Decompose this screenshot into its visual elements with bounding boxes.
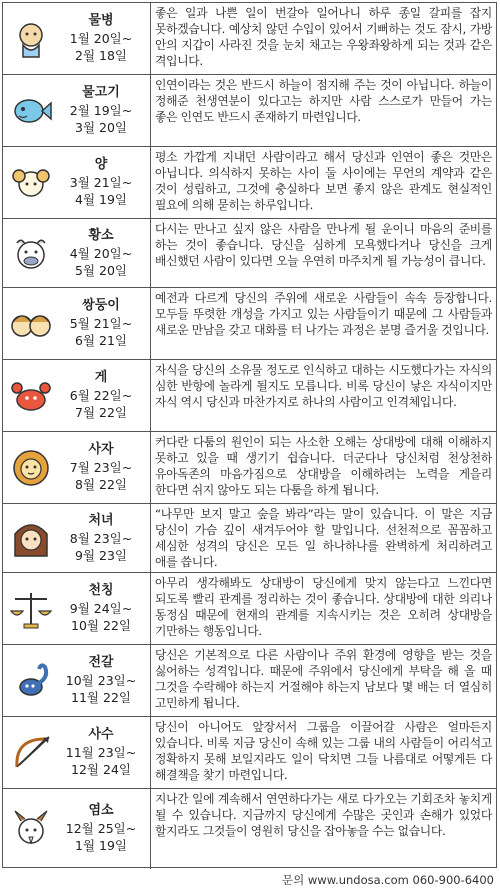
date-range-start: 6월 22일~ <box>69 388 133 403</box>
date-range-start: 11월 23일~ <box>65 745 137 760</box>
zodiac-sign-cell <box>3 573 151 644</box>
zodiac-sign-cell <box>3 717 151 788</box>
fortune-text: 아무리 생각해봐도 상대방이 당신에게 맞지 않는다고 느낀다면 되도록 빨리 관계를 정리하는 것이 좋습니다. 상대방에 대한 의리나 동정심 때문에 현재의 관계를 지속시키는 것은 오히려 상대방을 기만하는 행동입니다. <box>155 576 492 638</box>
aries-ram-icon <box>9 161 53 205</box>
date-range-end: 4월 19일 <box>75 192 127 207</box>
date-range-start: 9월 24일~ <box>69 601 133 616</box>
fortune-text: 다시는 만나고 싶지 않은 사람을 만나게 될 운이니 마음의 준비를 하는 것이 좋습니다. 당신을 심하게 모욕했다거나 당신을 크게 배신했던 사람이 있다면 오늘 우연히 마주치게 될 가능성이 큽니다. <box>155 222 492 268</box>
zodiac-name: 물고기 <box>82 85 120 100</box>
capricorn-goat-icon <box>9 807 53 851</box>
date-range-end: 10월 22일 <box>71 618 131 633</box>
fortune-text: 인연이라는 것은 반드시 하늘이 점지해 주는 것이 아닙니다. 하늘이 정해준 천생연분이 있다고는 하지만 사람 스스로가 만들어 가는 좋은 인연도 반드시 존재하기 마련입니다. <box>155 78 492 124</box>
aquarius-water-jar-icon <box>9 17 53 61</box>
horoscope-table <box>2 2 497 868</box>
fortune-text: 좋은 일과 나쁜 일이 번갈아 일어나니 하루 종일 갈피를 잡지 못하겠습니다. 예상치 않던 수입이 있어서 기뻐하는 것도 잠시, 가방 안의 지갑이 사라진 것을 눈치 채고는 우왕좌왕하게 되는 것과 같은 격입니다. <box>155 6 492 68</box>
zodiac-row <box>3 789 496 869</box>
fortune-text: 커다란 다툼의 원인이 되는 사소한 오해는 상대방에 대해 이해하지 못하고 있을 때 생기기 쉽습니다. 더군다나 당신처럼 천상천하 유아독존의 마음가짐으로 상대방을 이해하려는 노력을 게을리 한다면 쉬지 않아도 되는 다툼을 하게 됩니다. <box>155 435 492 497</box>
taurus-bull-icon <box>9 231 53 275</box>
date-range-end: 8월 22일 <box>75 477 127 492</box>
zodiac-row <box>3 504 496 573</box>
zodiac-row <box>3 288 496 360</box>
date-range-end: 1월 19일 <box>75 838 127 853</box>
zodiac-row <box>3 645 496 717</box>
zodiac-name: 전갈 <box>88 655 114 670</box>
zodiac-sign-cell <box>3 147 151 218</box>
fortune-text: 평소 가깝게 지내던 사람이라고 해서 당신과 인연이 좋은 것만은 아닙니다. 의식하지 못하는 사이 둘 사이에는 무언의 계약과 같은 것이 성립하고, 그것에 충실하다 보면 좋지 않은 관계도 현실적인 필요에 의해 묻히는 하루입니다. <box>155 150 492 212</box>
date-range-start: 12월 25일~ <box>65 821 137 836</box>
zodiac-row <box>3 360 496 432</box>
zodiac-row <box>3 147 496 219</box>
zodiac-row <box>3 75 496 147</box>
virgo-maiden-icon <box>9 516 53 560</box>
contact-footer: 문의 www.undosa.com 060-900-6400 <box>282 873 494 887</box>
fortune-text: 지나간 일에 계속해서 연연하다가는 새로 다가오는 기회조차 놓치게 될 수 있습니다. 지금까지 당신에게 수많은 곳인과 손해가 있었다 할지라도 그것들이 영원히 당신을 잡아놓을 수는 없습니다. <box>155 792 492 838</box>
fortune-text: “나무만 보지 말고 숲을 봐라”라는 말이 있습니다. 이 말은 지금 당신이 가슴 깊이 새겨두어야 할 말입니다. 선천적으로 꼼꼼하고 세심한 성격의 당신은 모든 일 하나하나를 완벽하게 처리하려고 애를 씁니다. <box>155 507 492 569</box>
date-range-start: 7월 23일~ <box>69 460 133 475</box>
zodiac-row <box>3 432 496 504</box>
date-range-start: 2월 19일~ <box>69 103 133 118</box>
zodiac-name: 물병 <box>88 13 114 28</box>
date-range-start: 1월 20일~ <box>69 31 133 46</box>
zodiac-sign-cell <box>3 288 151 359</box>
fortune-text: 예전과 다르게 당신의 주위에 새로운 사람들이 속속 등장합니다. 모두들 뚜렷한 개성을 가지고 있는 사람들이기 때문에 그 사람들과 새로운 만남을 갖고 대화를 터 나가는 과정은 분명 즐거울 것입니다. <box>155 291 492 337</box>
libra-scales-icon <box>9 587 53 631</box>
cancer-crab-icon <box>9 374 53 418</box>
zodiac-name: 염소 <box>88 803 114 818</box>
zodiac-sign-cell <box>3 3 151 74</box>
date-range-start: 5월 21일~ <box>69 316 133 331</box>
date-range-end: 9월 23일 <box>75 547 127 563</box>
zodiac-sign-cell <box>3 219 151 287</box>
zodiac-name: 황소 <box>88 227 114 243</box>
leo-lion-icon <box>9 446 53 490</box>
date-range-start: 10월 23일~ <box>65 673 137 688</box>
zodiac-row <box>3 573 496 645</box>
zodiac-sign-cell <box>3 360 151 431</box>
date-range-end: 7월 22일 <box>75 405 127 420</box>
date-range-end: 11월 22일 <box>71 690 131 705</box>
zodiac-name: 처녀 <box>88 512 114 528</box>
zodiac-sign-cell <box>3 75 151 146</box>
date-range-end: 5월 20일 <box>75 262 127 278</box>
fortune-text: 자식을 당신의 소유물 정도로 인식하고 대하는 시도했다가는 자식의 심한 반항에 놀라게 될지도 모릅니다. 비록 당신이 낳은 자식이지만 자식 역시 당신과 마찬가지로 하나의 사람이고 인격체입니다. <box>155 363 492 409</box>
zodiac-name: 양 <box>94 157 108 172</box>
zodiac-name: 사수 <box>88 727 114 742</box>
fortune-text: 당신이 아니어도 앞장서서 그룹을 이끌어갈 사람은 얼마든지 있습니다. 비록 지금 당신이 속해 있는 그룹 내의 사람들이 어리석고 정확하지 못해 보일지라도 일이 닥치면 그들 나름대로 어떻게든 다 해결책을 찾기 마련입니다. <box>155 720 492 782</box>
zodiac-row <box>3 219 496 288</box>
fortune-text: 당신은 기본적으로 다른 사람이나 주위 환경에 영향을 받는 것을 싫어하는 성격입니다. 때문에 주위에서 당신에게 부탁을 해 올 때 그것을 수락해야 하는지 거절해야 하는지 남보다 몇 배는 더 열심히 고민하게 됩니다. <box>155 648 492 710</box>
zodiac-sign-cell <box>3 789 151 869</box>
date-range-start: 8월 23일~ <box>69 530 133 546</box>
zodiac-name: 천칭 <box>88 583 114 598</box>
zodiac-row <box>3 3 496 75</box>
scorpio-scorpion-icon <box>9 659 53 703</box>
date-range-end: 2월 18일 <box>75 48 127 63</box>
zodiac-sign-cell <box>3 432 151 503</box>
zodiac-name: 게 <box>94 370 108 385</box>
zodiac-sign-cell <box>3 645 151 716</box>
date-range-start: 3월 21일~ <box>69 175 133 190</box>
zodiac-sign-cell <box>3 504 151 572</box>
zodiac-row <box>3 717 496 789</box>
pisces-fish-icon <box>9 89 53 133</box>
date-range-start: 4월 20일~ <box>69 245 133 261</box>
date-range-end: 12월 24일 <box>71 762 131 777</box>
zodiac-name: 쌍둥이 <box>82 298 120 313</box>
sagittarius-bow-icon <box>9 731 53 775</box>
gemini-twins-icon <box>9 302 53 346</box>
date-range-end: 3월 20일 <box>75 120 127 135</box>
zodiac-name: 사자 <box>88 442 114 457</box>
date-range-end: 6월 21일 <box>75 333 127 348</box>
